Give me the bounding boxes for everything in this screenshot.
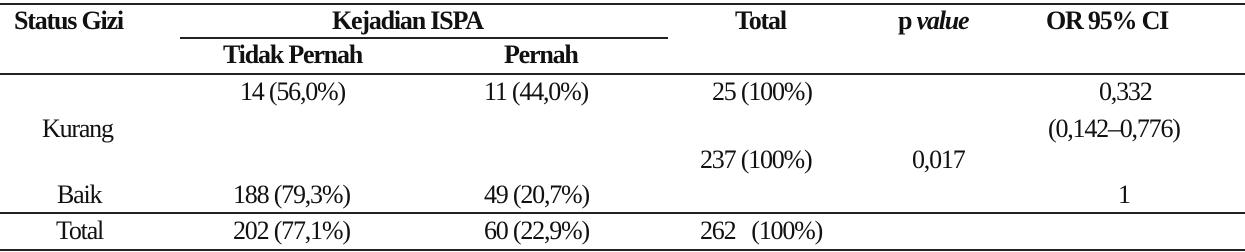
header-total: Total xyxy=(735,6,786,35)
header-tidak-pernah: Tidak Pernah xyxy=(223,40,362,69)
header-bottom-rule xyxy=(0,73,1245,75)
kurang-total-cell: 25 (100%) xyxy=(712,77,812,106)
header-or-ci: OR 95% CI xyxy=(1046,6,1169,35)
baik-label: Baik xyxy=(57,180,102,209)
top-rule xyxy=(0,3,1245,5)
baik-tidak-pernah-cell: 188 (79,3%) xyxy=(233,180,350,209)
kurang-or-cell: 0,332 xyxy=(1099,77,1152,106)
kejadian-ispa-underline xyxy=(180,37,668,39)
header-p-value-p: p xyxy=(898,6,917,35)
header-status-gizi: Status Gizi xyxy=(14,6,123,35)
p-value-cell: 0,017 xyxy=(912,145,965,174)
total-row-tidak-pernah-cell: 202 (77,1%) xyxy=(233,216,350,245)
kurang-pernah-cell: 11 (44,0%) xyxy=(484,77,589,106)
total-row-pernah-cell: 60 (22,9%) xyxy=(484,216,589,245)
kurang-ci-cell: (0,142–0,776) xyxy=(1048,114,1180,143)
baik-or-cell: 1 xyxy=(1118,180,1130,209)
baik-pernah-cell: 49 (20,7%) xyxy=(484,180,589,209)
bottom-rule xyxy=(0,249,1245,251)
total-row-total-cell: 262 (100%) xyxy=(700,216,823,245)
total-row-label: Total xyxy=(56,216,104,245)
header-pernah: Pernah xyxy=(504,40,578,69)
kurang-label: Kurang xyxy=(42,114,113,143)
header-kejadian-ispa: Kejadian ISPA xyxy=(332,6,483,35)
header-p-value-value: value xyxy=(916,6,969,35)
kurang-tidak-pernah-cell: 14 (56,0%) xyxy=(240,77,345,106)
header-p-value xyxy=(898,6,968,36)
total-row-top-rule xyxy=(0,212,1245,214)
baik-total-cell: 237 (100%) xyxy=(700,145,812,174)
